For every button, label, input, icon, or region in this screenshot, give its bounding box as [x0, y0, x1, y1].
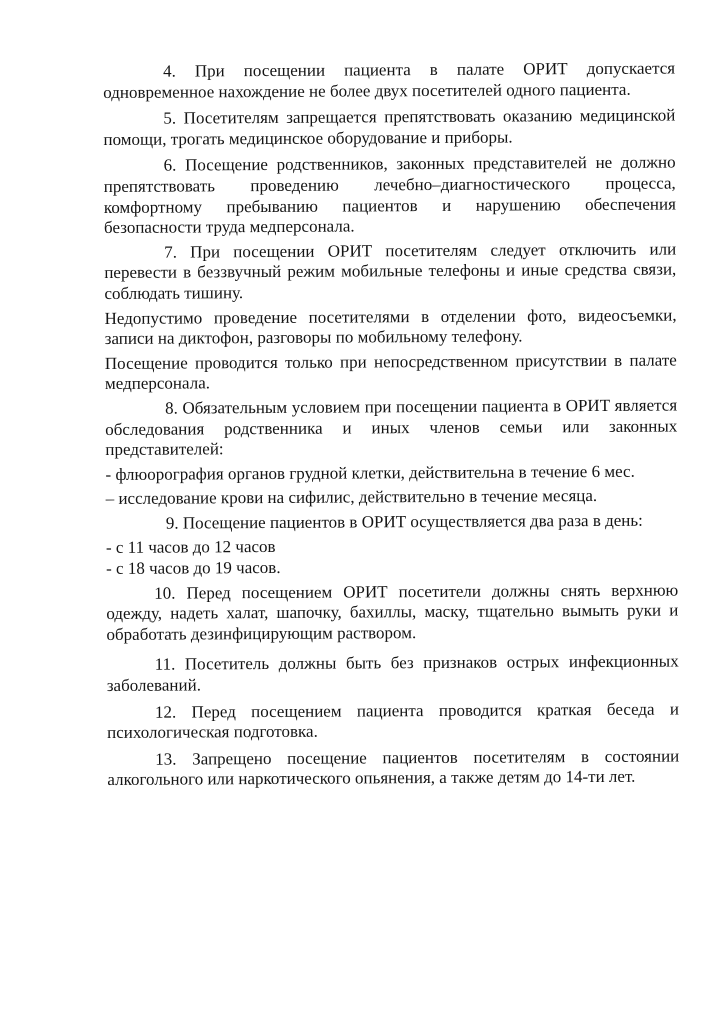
- paragraph-item-10: 10. Перед посещением ОРИТ посетители должны снять верхнюю одежду, надеть халат, шапочку, бахиллы, маску, тщательно вымыть руки и обработать дезинфицирующим раствором.: [106, 580, 679, 644]
- paragraph-staff-presence: Посещение проводится только при непосредственном присутствии в палате медперсонала.: [104, 350, 677, 394]
- paragraph-item-13: 13. Запрещено посещение пациентов посетителям в состоянии алкогольного или наркотического опьянения, а также детям до 14-ти лет.: [107, 746, 680, 790]
- paragraph-item-7: 7. При посещении ОРИТ посетителям следует отключить или перевести в беззвучный режим мобильные телефоны и иные средства связи, соблюдать тишину.: [104, 239, 677, 303]
- paragraph-item-11: 11. Посетитель должны быть без признаков острых инфекционных заболеваний.: [106, 651, 679, 696]
- list-item-syphilis-test: – исследование крови на сифилис, действительно в течение месяца.: [105, 486, 598, 509]
- list-item-time-evening: - с 18 часов до 19 часов.: [106, 557, 281, 579]
- paragraph-no-recording: Недопустимо проведение посетителями в отделении фото, видеосъемки, записи на диктофон, разговоры по мобильному телефону.: [104, 305, 677, 349]
- paragraph-item-6: 6. Посещение родственников, законных представителей не должно препятствовать проведению лечебно–диагностического процесса, комфортному пребыванию пациентов и нарушению обеспечения безопасности труда медперсонала.: [103, 152, 676, 238]
- list-item-fluorography: - флюорография органов грудной клетки, действительна в течение 6 мес.: [105, 461, 635, 484]
- paragraph-item-4: 4. При посещении пациента в палате ОРИТ допускается одновременное нахождение не более двух посетителей одного пациента.: [103, 58, 676, 102]
- paragraph-item-12: 12. Перед посещением пациента проводится краткая беседа и психологическая подготовка.: [107, 699, 680, 743]
- paragraph-item-9: 9. Посещение пациентов в ОРИТ осуществляется два раза в день:: [165, 510, 643, 533]
- paragraph-item-8: 8. Обязательным условием при посещении пациента в ОРИТ является обследования родственника и иных членов семьи или законных представителей:: [105, 395, 678, 460]
- list-item-time-morning: - с 11 часов до 12 часов: [105, 537, 276, 558]
- document-page: [103, 59, 679, 791]
- paragraph-item-5: 5. Посетителям запрещается препятствовать оказанию медицинской помощи, трогать медицинское оборудование и приборы.: [103, 105, 676, 149]
